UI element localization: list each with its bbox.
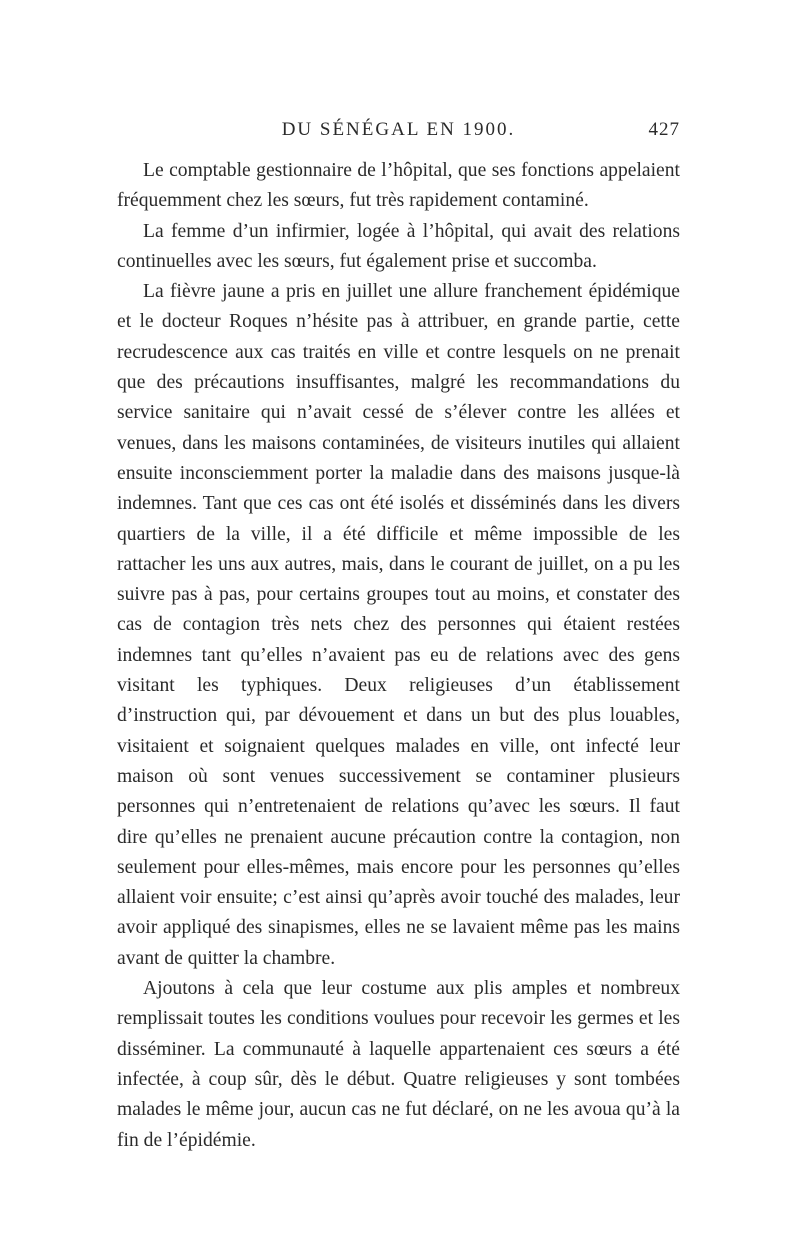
running-header [117, 119, 680, 149]
page-number: 427 [648, 119, 680, 140]
paragraph: Ajoutons à cela que leur costume aux plis amples et nombreux remplissait toutes les conditions voulues pour recevoir les germes et les disséminer. La communauté à laquelle appartenaient ces sœurs a été infectée, à coup sûr, dès le début. Quatre religieuses y sont tombées malades le même jour, aucun cas ne fut déclaré, on ne les avoua qu’à la fin de l’épidémie. [117, 978, 680, 1151]
running-title: DU SÉNÉGAL EN 1900. [281, 119, 516, 140]
body-text [117, 156, 680, 1156]
paragraph: La femme d’un infirmier, logée à l’hôpital, qui avait des relations continuelles avec les sœurs, fut également prise et succomba. [117, 220, 680, 272]
paragraph: La fièvre jaune a pris en juillet une allure franchement épidémique et le docteur Roques n’hésite pas à attribuer, en grande partie, cette recrudescence aux cas traités en ville et contre lesquels on ne prenait que des précautions insuffisantes, malgré les recommandations du service sanitaire qui n’avait cessé de s’élever contre les allées et venues, dans les maisons contaminées, de visiteurs inutiles qui allaient ensuite inconsciemment porter la maladie dans des maisons jusque-là indemnes. Tant que ces cas ont été isolés et disséminés dans les divers quartiers de la ville, il a été difficile et même impossible de les rattacher les uns aux autres, mais, dans le courant de juillet, on a pu les suivre pas à pas, pour certains groupes tout au moins, et constater des cas de contagion très nets chez des personnes qui étaient restées indemnes tant qu’elles n’avaient pas eu de relations avec des gens visitant les typhiques. Deux religieuses d’un établissement d’instruction qui, par dévouement et dans un but des plus louables, visitaient et soignaient quelques malades en ville, ont infecté leur maison où sont venues successivement se contaminer plusieurs personnes qui n’entretenaient de relations qu’avec les sœurs. Il faut dire qu’elles ne prenaient aucune précaution contre la contagion, non seulement pour elles-mêmes, mais encore pour les personnes qu’elles allaient voir ensuite; c’est ainsi qu’après avoir touché des malades, leur avoir appliqué des sinapismes, elles ne se lavaient même pas les mains avant de quitter la chambre. [117, 281, 680, 969]
paragraph: Le comptable gestionnaire de l’hôpital, que ses fonctions appelaient fréquemment chez les sœurs, fut très rapidement contaminé. [117, 160, 680, 212]
